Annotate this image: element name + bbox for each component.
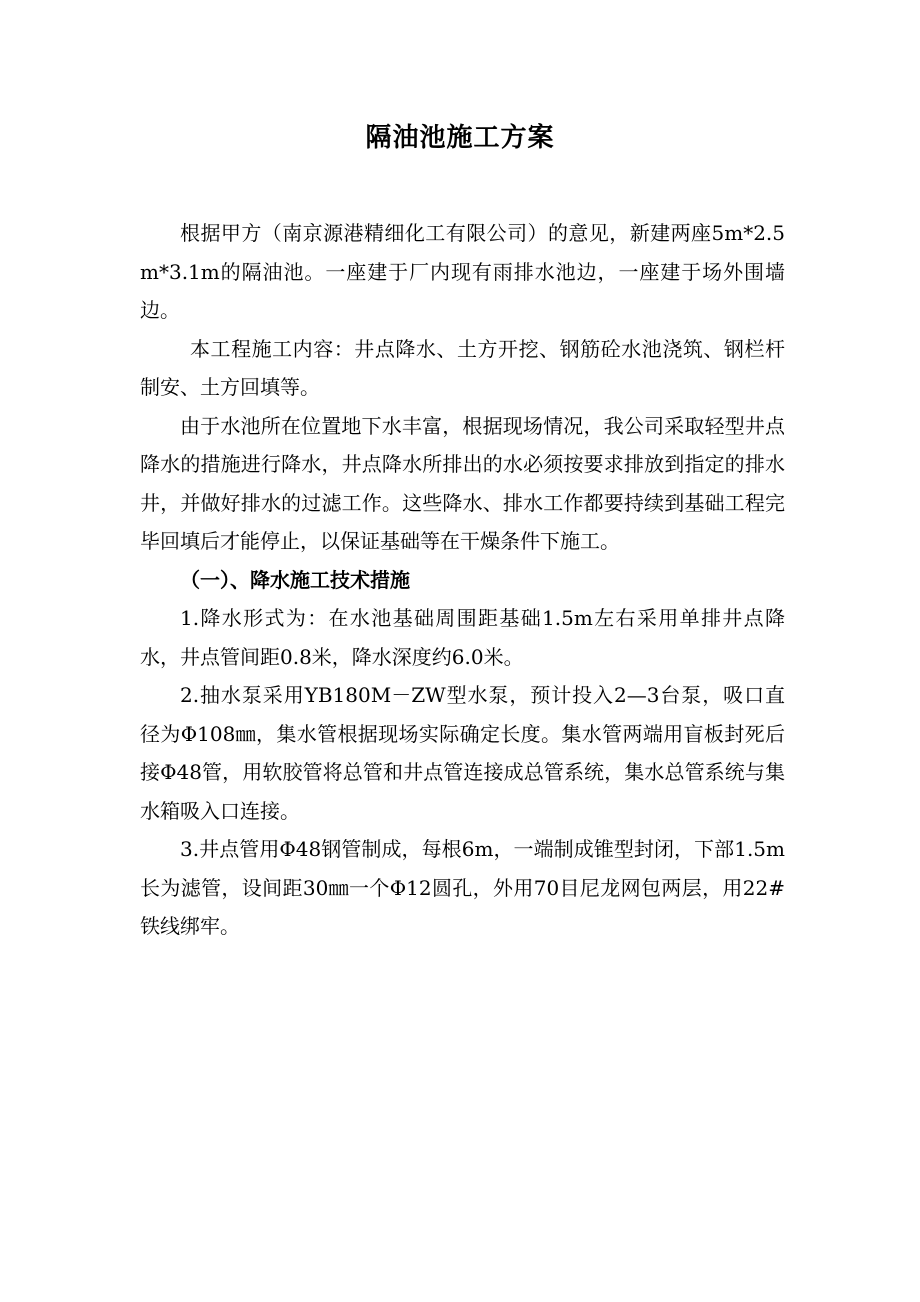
section-heading: （一）、降水施工技术措施 bbox=[180, 567, 410, 592]
dewatering-paragraph: 由于水池所在位置地下水丰富，根据现场情况，我公司采取轻型井点降水的措施进行降水，井点降水所排出的水必须按要求排放到指定的排水井，并做好排水的过滤工作。这些降水、排水工作都要持续到基础工程完毕回填后才能停止，以保证基础等在干燥条件下施工。 bbox=[140, 413, 785, 553]
list-item: 1.降水形式为：在水池基础周围距基础1.5m左右采用单排井点降水，井点管间距0.8米，降水深度约6.0米。 bbox=[140, 606, 785, 669]
document-title: 隔油池施工方案 bbox=[365, 123, 555, 153]
document-body bbox=[140, 214, 785, 946]
list-item: 3.井点管用Φ48钢管制成，每根6m，一端制成锥型封闭，下部1.5m长为滤管，设间距30㎜一个Φ12圆孔，外用70目尼龙网包两层，用22#铁线绑牢。 bbox=[140, 837, 785, 938]
intro-paragraph: 根据甲方（南京源港精细化工有限公司）的意见，新建两座5m*2.5m*3.1m的隔油池。一座建于厂内现有雨排水池边，一座建于场外围墙边。 bbox=[140, 221, 785, 322]
list-item: 2.抽水泵采用YB180M－ZW型水泵，预计投入2—3台泵，吸口直径为Φ108㎜，集水管根据现场实际确定长度。集水管两端用盲板封死后接Φ48管，用软胶管将总管和井点管连接成总管系统，集水总管系统与集水箱吸入口连接。 bbox=[140, 683, 785, 823]
scope-paragraph: 本工程施工内容：井点降水、土方开挖、钢筋砼水池浇筑、钢栏杆制安、土方回填等。 bbox=[140, 336, 785, 399]
